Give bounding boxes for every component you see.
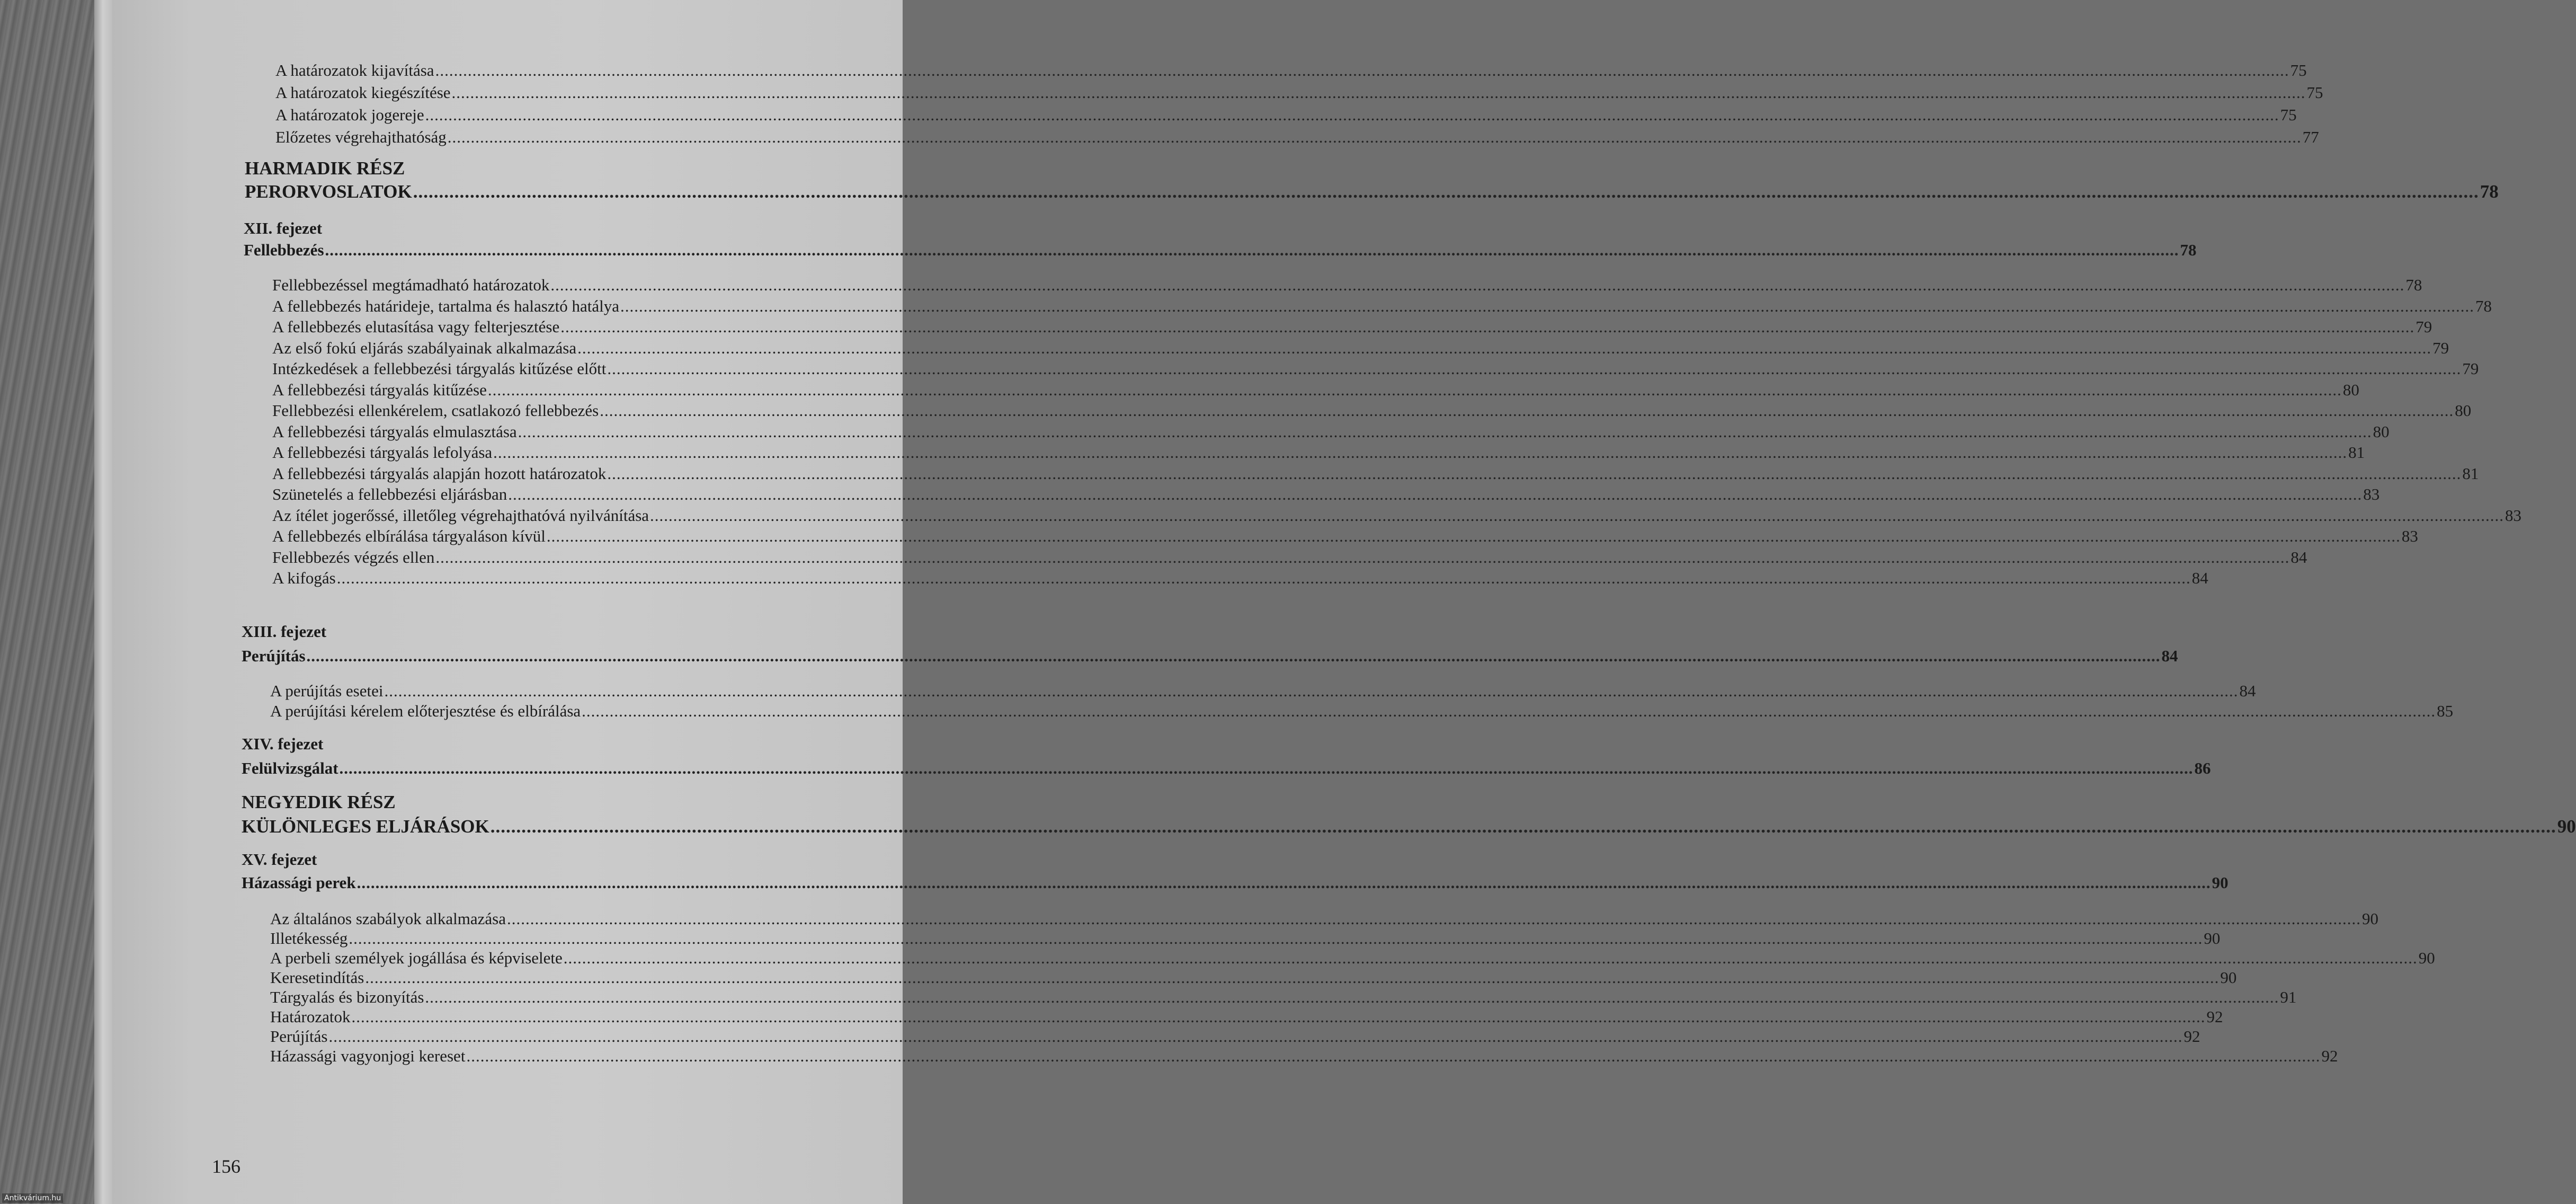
toc-chapter-heading (242, 873, 2229, 892)
dot-leader: ................................................................................................................................................................................................................................................................................................................................................................................................................ (508, 485, 2363, 503)
toc-entry (270, 681, 2256, 701)
dot-leader: ................................................................................................................................................................................................................................................................................................................................................................................................................ (563, 949, 2418, 967)
toc-entry-title: Az első fokú eljárás szabályainak alkalmazása (272, 338, 577, 357)
table-of-contents (112, 0, 2576, 1204)
toc-entry-page: 92 (2206, 1007, 2223, 1026)
part-number: HARMADIK RÉSZ (245, 158, 405, 179)
toc-entry-title: Fellebbezés végzés ellen (272, 547, 435, 566)
book-page (112, 0, 2576, 1204)
toc-entry (270, 1007, 2223, 1026)
toc-entry (272, 401, 2472, 420)
toc-entry (270, 909, 2378, 928)
part-page: 90 (2557, 816, 2576, 837)
toc-entry-title: A perbeli személyek jogállása és képviselete (270, 949, 563, 967)
toc-entry-page: 81 (2348, 443, 2365, 462)
toc-entry-title: Előzetes végrehajthatóság (275, 128, 447, 146)
toc-part-heading (245, 181, 2499, 202)
chapter-title: Felülvizsgálat (242, 759, 338, 777)
toc-chapter-heading (244, 241, 2197, 260)
toc-entry-page: 80 (2342, 380, 2359, 399)
toc-chapter-heading (242, 647, 2178, 666)
chapter-page: 90 (2212, 873, 2229, 892)
dot-leader: ................................................................................................................................................................................................................................................................................................................................................................................................................ (650, 506, 2504, 525)
dot-leader: ................................................................................................................................................................................................................................................................................................................................................................................................................ (546, 527, 2401, 545)
toc-entry (275, 83, 2323, 102)
toc-entry (270, 1047, 2338, 1066)
dot-leader: ................................................................................................................................................................................................................................................................................................................................................................................................................ (507, 909, 2361, 928)
dot-leader: ................................................................................................................................................................................................................................................................................................................................................................................................................ (339, 759, 2194, 777)
toc-entry-title: Házassági vagyonjogi kereset (270, 1047, 466, 1065)
toc-entry-page: 90 (2204, 929, 2221, 948)
toc-entry (270, 949, 2435, 968)
dot-leader: ................................................................................................................................................................................................................................................................................................................................................................................................................ (560, 317, 2415, 336)
toc-entry-page: 75 (2290, 61, 2307, 79)
chapter-page: 84 (2161, 647, 2178, 665)
toc-entry (272, 296, 2492, 316)
toc-entry (270, 702, 2454, 721)
toc-entry (270, 1027, 2200, 1046)
toc-entry-page: 84 (2239, 681, 2256, 700)
dot-leader: ................................................................................................................................................................................................................................................................................................................................................................................................................ (487, 380, 2342, 399)
toc-entry-page: 91 (2280, 988, 2297, 1006)
toc-entry-page: 83 (2363, 485, 2380, 503)
toc-entry-title: A fellebbezési tárgyalás kitűzése (272, 380, 487, 399)
toc-entry-title: A fellebbezés elbírálása tárgyaláson kívül (272, 527, 546, 545)
toc-entry-title: Keresetindítás (270, 968, 364, 987)
toc-entry-page: 81 (2462, 464, 2479, 483)
dot-leader: ................................................................................................................................................................................................................................................................................................................................................................................................................ (620, 296, 2474, 315)
toc-entry-page: 75 (2306, 83, 2323, 102)
dot-leader: ................................................................................................................................................................................................................................................................................................................................................................................................................ (306, 647, 2161, 665)
toc-entry-page: 80 (2373, 422, 2390, 441)
dot-leader: ................................................................................................................................................................................................................................................................................................................................................................................................................ (435, 547, 2290, 566)
chapter-number: XII. fejezet (244, 219, 323, 237)
toc-entry-title: A perújítás esetei (270, 681, 384, 700)
dot-leader: ................................................................................................................................................................................................................................................................................................................................................................................................................ (550, 276, 2405, 294)
toc-entry-page: 75 (2280, 105, 2297, 124)
dot-leader: ................................................................................................................................................................................................................................................................................................................................................................................................................ (582, 702, 2436, 720)
toc-entry-page: 83 (2401, 527, 2418, 545)
toc-entry-title: Határozatok (270, 1007, 351, 1026)
toc-part-heading (242, 816, 2576, 837)
toc-entry (270, 988, 2297, 1007)
dot-leader: ................................................................................................................................................................................................................................................................................................................................................................................................................ (349, 929, 2203, 948)
toc-entry-title: A fellebbezési tárgyalás lefolyása (272, 443, 493, 462)
part-title: KÜLÖNLEGES ELJÁRÁSOK (242, 816, 489, 837)
dot-leader: ................................................................................................................................................................................................................................................................................................................................................................................................................ (493, 443, 2348, 462)
toc-entry-title: Illetékesség (270, 929, 348, 948)
toc-entry-title: A határozatok jogereje (275, 105, 424, 124)
toc-entry (275, 61, 2307, 80)
dot-leader: ................................................................................................................................................................................................................................................................................................................................................................................................................ (356, 873, 2211, 892)
watermark: Antikvárium.hu (2, 1193, 63, 1203)
toc-entry-page: 79 (2415, 317, 2432, 336)
dot-leader: ................................................................................................................................................................................................................................................................................................................................................................................................................ (518, 422, 2372, 441)
toc-entry (272, 485, 2380, 504)
dot-leader: ................................................................................................................................................................................................................................................................................................................................................................................................................ (384, 681, 2239, 700)
part-title: PERORVOSLATOK (245, 181, 412, 202)
dot-leader: ................................................................................................................................................................................................................................................................................................................................................................................................................ (490, 816, 2556, 837)
dot-leader: ................................................................................................................................................................................................................................................................................................................................................................................................................ (607, 359, 2462, 378)
toc-entry-title: Az ítélet jogerőssé, illetőleg végrehajthatóvá nyilvánítása (272, 506, 649, 525)
chapter-number: XIV. fejezet (242, 734, 324, 753)
toc-entry-title: Tárgyalás és bizonyítás (270, 988, 424, 1006)
chapter-page: 86 (2194, 759, 2211, 777)
chapter-number: XV. fejezet (242, 850, 317, 869)
dot-leader: ................................................................................................................................................................................................................................................................................................................................................................................................................ (325, 241, 2179, 259)
toc-entry-title: Intézkedések a fellebbezési tárgyalás kitűzése előtt (272, 359, 607, 378)
background-surface (0, 0, 106, 1204)
dot-leader: ................................................................................................................................................................................................................................................................................................................................................................................................................ (413, 181, 2479, 202)
toc-entry (272, 506, 2522, 525)
toc-entry-page: 84 (2191, 569, 2208, 587)
dot-leader: ................................................................................................................................................................................................................................................................................................................................................................................................................ (328, 1027, 2183, 1046)
toc-entry (270, 968, 2237, 987)
toc-entry (275, 128, 2319, 147)
toc-entry-page: 79 (2432, 338, 2449, 357)
chapter-title: Házassági perek (242, 873, 356, 892)
toc-entry-title: A kifogás (272, 569, 336, 587)
dot-leader: ................................................................................................................................................................................................................................................................................................................................................................................................................ (435, 61, 2289, 79)
toc-entry-page: 92 (2183, 1027, 2200, 1046)
page-number: 156 (212, 1156, 240, 1177)
toc-entry-title: A határozatok kijavítása (275, 61, 434, 79)
toc-entry (275, 105, 2297, 125)
toc-entry-page: 90 (2362, 909, 2378, 928)
dot-leader: ................................................................................................................................................................................................................................................................................................................................................................................................................ (607, 464, 2462, 483)
toc-entry (272, 317, 2432, 337)
toc-entry-title: A fellebbezés határideje, tartalma és halasztó hatálya (272, 296, 619, 315)
toc-entry-title: Fellebbezéssel megtámadható határozatok (272, 276, 550, 294)
toc-entry (272, 359, 2479, 378)
toc-entry (272, 338, 2449, 358)
toc-entry (272, 464, 2479, 483)
toc-entry-page: 78 (2475, 296, 2492, 315)
toc-entry-page: 80 (2455, 401, 2472, 420)
toc-entry-title: Perújítás (270, 1027, 328, 1046)
toc-entry-page: 83 (2505, 506, 2522, 525)
toc-entry (272, 276, 2422, 295)
toc-entry (272, 422, 2390, 441)
toc-entry-page: 78 (2405, 276, 2422, 294)
chapter-number: XIII. fejezet (242, 622, 327, 641)
dot-leader: ................................................................................................................................................................................................................................................................................................................................................................................................................ (425, 105, 2279, 124)
toc-entry-title: Szünetelés a fellebbezési eljárásban (272, 485, 507, 503)
toc-entry-page: 85 (2437, 702, 2454, 720)
toc-entry-title: A fellebbezés elutasítása vagy felterjesztése (272, 317, 560, 336)
toc-entry-page: 92 (2321, 1047, 2338, 1065)
chapter-page: 78 (2180, 241, 2197, 259)
dot-leader: ................................................................................................................................................................................................................................................................................................................................................................................................................ (577, 338, 2432, 357)
toc-entry-page: 77 (2302, 128, 2319, 146)
toc-entry-title: Az általános szabályok alkalmazása (270, 909, 506, 928)
part-page: 78 (2480, 181, 2499, 202)
toc-entry (272, 527, 2418, 546)
toc-entry (272, 569, 2208, 588)
dot-leader: ................................................................................................................................................................................................................................................................................................................................................................................................................ (336, 569, 2191, 587)
dot-leader: ................................................................................................................................................................................................................................................................................................................................................................................................................ (351, 1007, 2206, 1026)
toc-entry-title: A fellebbezési tárgyalás elmulasztása (272, 422, 517, 441)
toc-entry (272, 547, 2307, 567)
toc-entry-title: A perújítási kérelem előterjesztése és elbírálása (270, 702, 581, 720)
toc-entry (270, 929, 2221, 948)
dot-leader: ................................................................................................................................................................................................................................................................................................................................................................................................................ (466, 1047, 2321, 1065)
toc-entry (272, 380, 2359, 400)
toc-entry-title: A fellebbezési tárgyalás alapján hozott határozatok (272, 464, 607, 483)
chapter-title: Perújítás (242, 647, 306, 665)
toc-entry-title: A határozatok kiegészítése (275, 83, 451, 102)
dot-leader: ................................................................................................................................................................................................................................................................................................................................................................................................................ (365, 968, 2220, 987)
dot-leader: ................................................................................................................................................................................................................................................................................................................................................................................................................ (447, 128, 2302, 146)
toc-entry-page: 90 (2220, 968, 2237, 987)
toc-entry-page: 84 (2290, 547, 2307, 566)
toc-entry-page: 79 (2462, 359, 2479, 378)
toc-entry-page: 90 (2418, 949, 2435, 967)
toc-entry (272, 443, 2365, 462)
part-number: NEGYEDIK RÉSZ (242, 792, 396, 812)
toc-chapter-heading (242, 759, 2211, 778)
toc-entry-title: Fellebbezési ellenkérelem, csatlakozó fellebbezés (272, 401, 599, 420)
chapter-title: Fellebbezés (244, 241, 324, 259)
dot-leader: ................................................................................................................................................................................................................................................................................................................................................................................................................ (451, 83, 2306, 102)
dot-leader: ................................................................................................................................................................................................................................................................................................................................................................................................................ (600, 401, 2454, 420)
dot-leader: ................................................................................................................................................................................................................................................................................................................................................................................................................ (425, 988, 2279, 1006)
